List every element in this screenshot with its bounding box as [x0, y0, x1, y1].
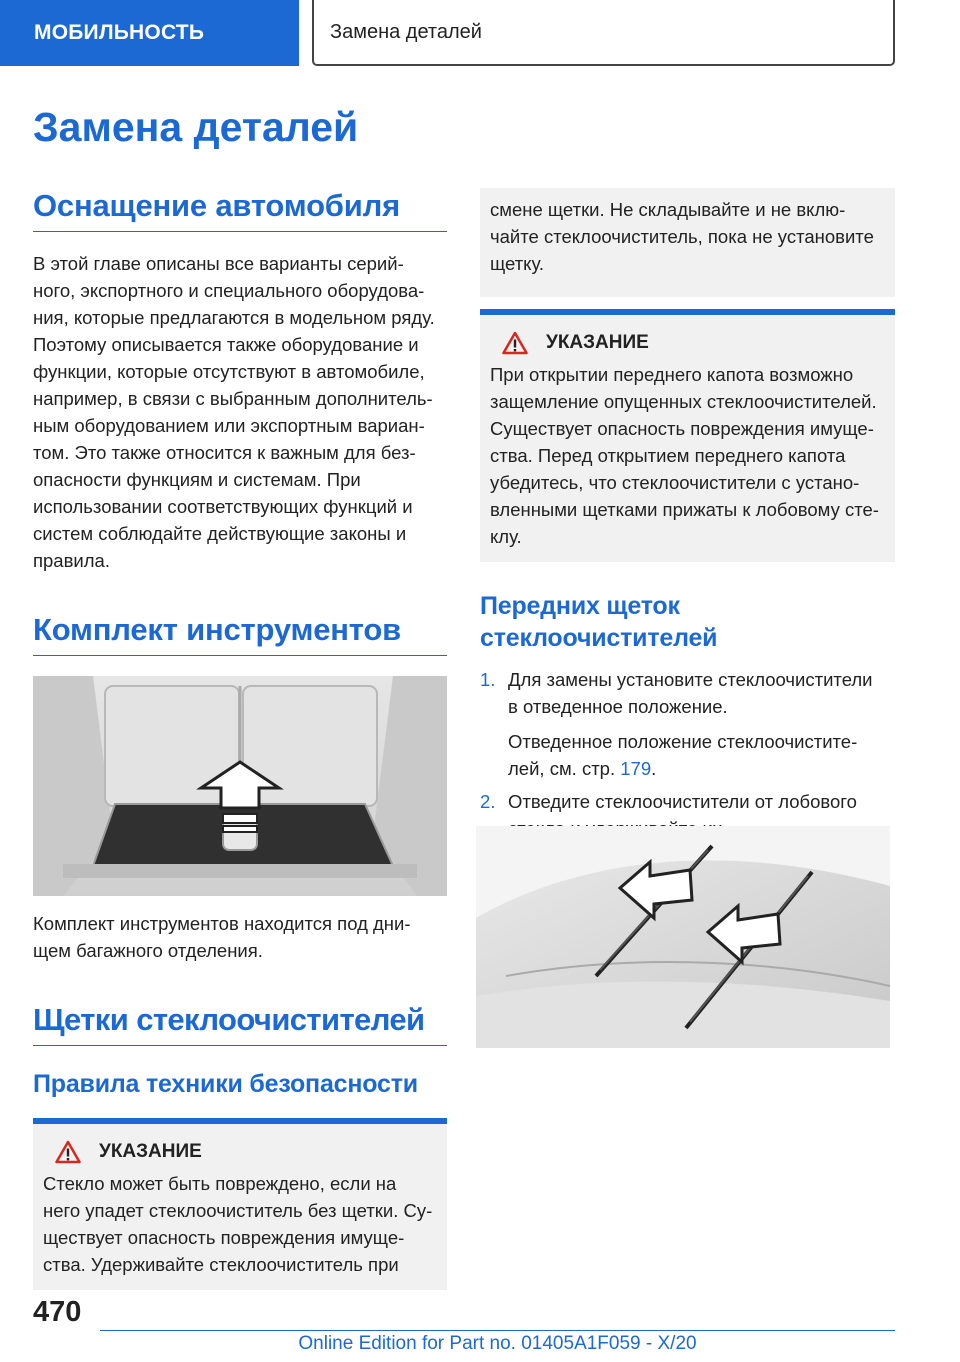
warning-text: [490, 361, 885, 550]
toolkit-heading: Комплект инструментов: [33, 612, 447, 656]
warning-box-2: [480, 309, 895, 562]
front-wipers-heading: [480, 590, 895, 654]
safety-heading: Правила техники безопасности: [33, 1070, 418, 1098]
right-column: [480, 188, 895, 848]
page-reference-link[interactable]: 179: [620, 758, 652, 779]
text-line: щем багажного отделения.: [33, 940, 263, 961]
text-line: том. Это также относится к важным для без-: [33, 442, 416, 463]
text-line: [508, 755, 895, 782]
text-line: защемление опущенных стеклоочистителей.: [490, 391, 877, 412]
chapter-title: Замена деталей: [330, 20, 482, 43]
text-line: ства. Перед открытием переднего капота: [490, 445, 846, 466]
text-line: Отведенное положение стеклоочистите-: [508, 731, 858, 752]
step-text: [508, 666, 895, 782]
text-line: ния, которые предлагаются в модельном ряду.: [33, 307, 435, 328]
left-column: [33, 188, 447, 1290]
warning-triangle-icon: [55, 1140, 81, 1164]
text-line: смене щетки. Не складывайте и не вклю-: [490, 199, 846, 220]
chapter-title-box: [312, 0, 895, 66]
section-tab[interactable]: МОБИЛЬНОСТЬ: [0, 0, 299, 66]
wipers-heading: Щетки стеклоочистителей: [33, 1002, 447, 1046]
text-line: Для замены установите стеклоочистители: [508, 669, 873, 690]
text-line: вленными щетками прижаты к лобовому сте-: [490, 499, 879, 520]
warning-title: УКАЗАНИЕ: [546, 332, 649, 353]
text-line: Комплект инструментов находится под дни-: [33, 913, 411, 934]
text-line: ным оборудованием или экспортным вариан-: [33, 415, 425, 436]
footer-edition: Online Edition for Part no. 01405A1F059 - X/20: [298, 1333, 697, 1354]
text-line: чайте стеклоочиститель, пока не установите: [490, 226, 874, 247]
warning-header: [490, 331, 885, 355]
equipment-heading: Оснащение автомобиля: [33, 188, 447, 232]
step-number: 1.: [480, 669, 496, 690]
text-line: щетку.: [490, 253, 545, 274]
steps-list: [480, 666, 895, 842]
equipment-text: [33, 250, 447, 574]
text-line: клу.: [490, 526, 522, 547]
text-line: например, в связи с выбранным дополнитель-: [33, 388, 433, 409]
text-line: При открытии переднего капота возможно: [490, 364, 854, 385]
page-number: 470: [33, 1296, 82, 1328]
warning-header: [43, 1140, 437, 1164]
text-line: убедитесь, что стеклоочистители с устано-: [490, 472, 860, 493]
text-line: ного, экспортного и специального оборудова-: [33, 280, 425, 301]
text-line: правила.: [33, 550, 110, 571]
warning-triangle-icon: [502, 331, 528, 355]
warning-box-1: [33, 1118, 447, 1290]
text-line: Поэтому описывается также оборудование и: [33, 334, 419, 355]
trunk-photo: [33, 676, 447, 896]
step-number: 2.: [480, 791, 496, 812]
text-line: ства. Удерживайте стеклоочиститель при: [43, 1254, 399, 1275]
text-line: Существует опасность повреждения имуще-: [490, 418, 874, 439]
text-line: Отведите стеклоочистители от лобового: [508, 791, 857, 812]
toolkit-caption: [33, 910, 447, 964]
wiper-photo: [476, 826, 890, 1048]
page-title: Замена деталей: [33, 104, 359, 150]
text-line: в отведенное положение.: [508, 696, 728, 717]
text-line: использовании соответствующих функций и: [33, 496, 413, 517]
note-prefix: лей, см. стр.: [508, 758, 621, 779]
text-line: ществует опасность повреждения имуще-: [43, 1227, 405, 1248]
text-line: функции, которые отсутствуют в автомобиле,: [33, 361, 425, 382]
step-item: [480, 666, 895, 782]
warning-text: [43, 1170, 437, 1278]
note-suffix: .: [651, 758, 657, 779]
footer-divider: [100, 1330, 895, 1331]
warning-box-1-continued: [480, 188, 895, 297]
warning-title: УКАЗАНИЕ: [99, 1141, 202, 1162]
heading-line: Передних щеток: [480, 592, 680, 620]
text-line: опасности функциям и системам. При: [33, 469, 361, 490]
text-line: В этой главе описаны все варианты серий-: [33, 253, 404, 274]
warning-text-continued: [490, 196, 885, 277]
text-line: него упадет стеклоочиститель без щетки. Су-: [43, 1200, 433, 1221]
heading-line: стеклоочистителей: [480, 624, 718, 652]
text-line: Стекло может быть повреждено, если на: [43, 1173, 397, 1194]
text-line: систем соблюдайте действующие законы и: [33, 523, 407, 544]
